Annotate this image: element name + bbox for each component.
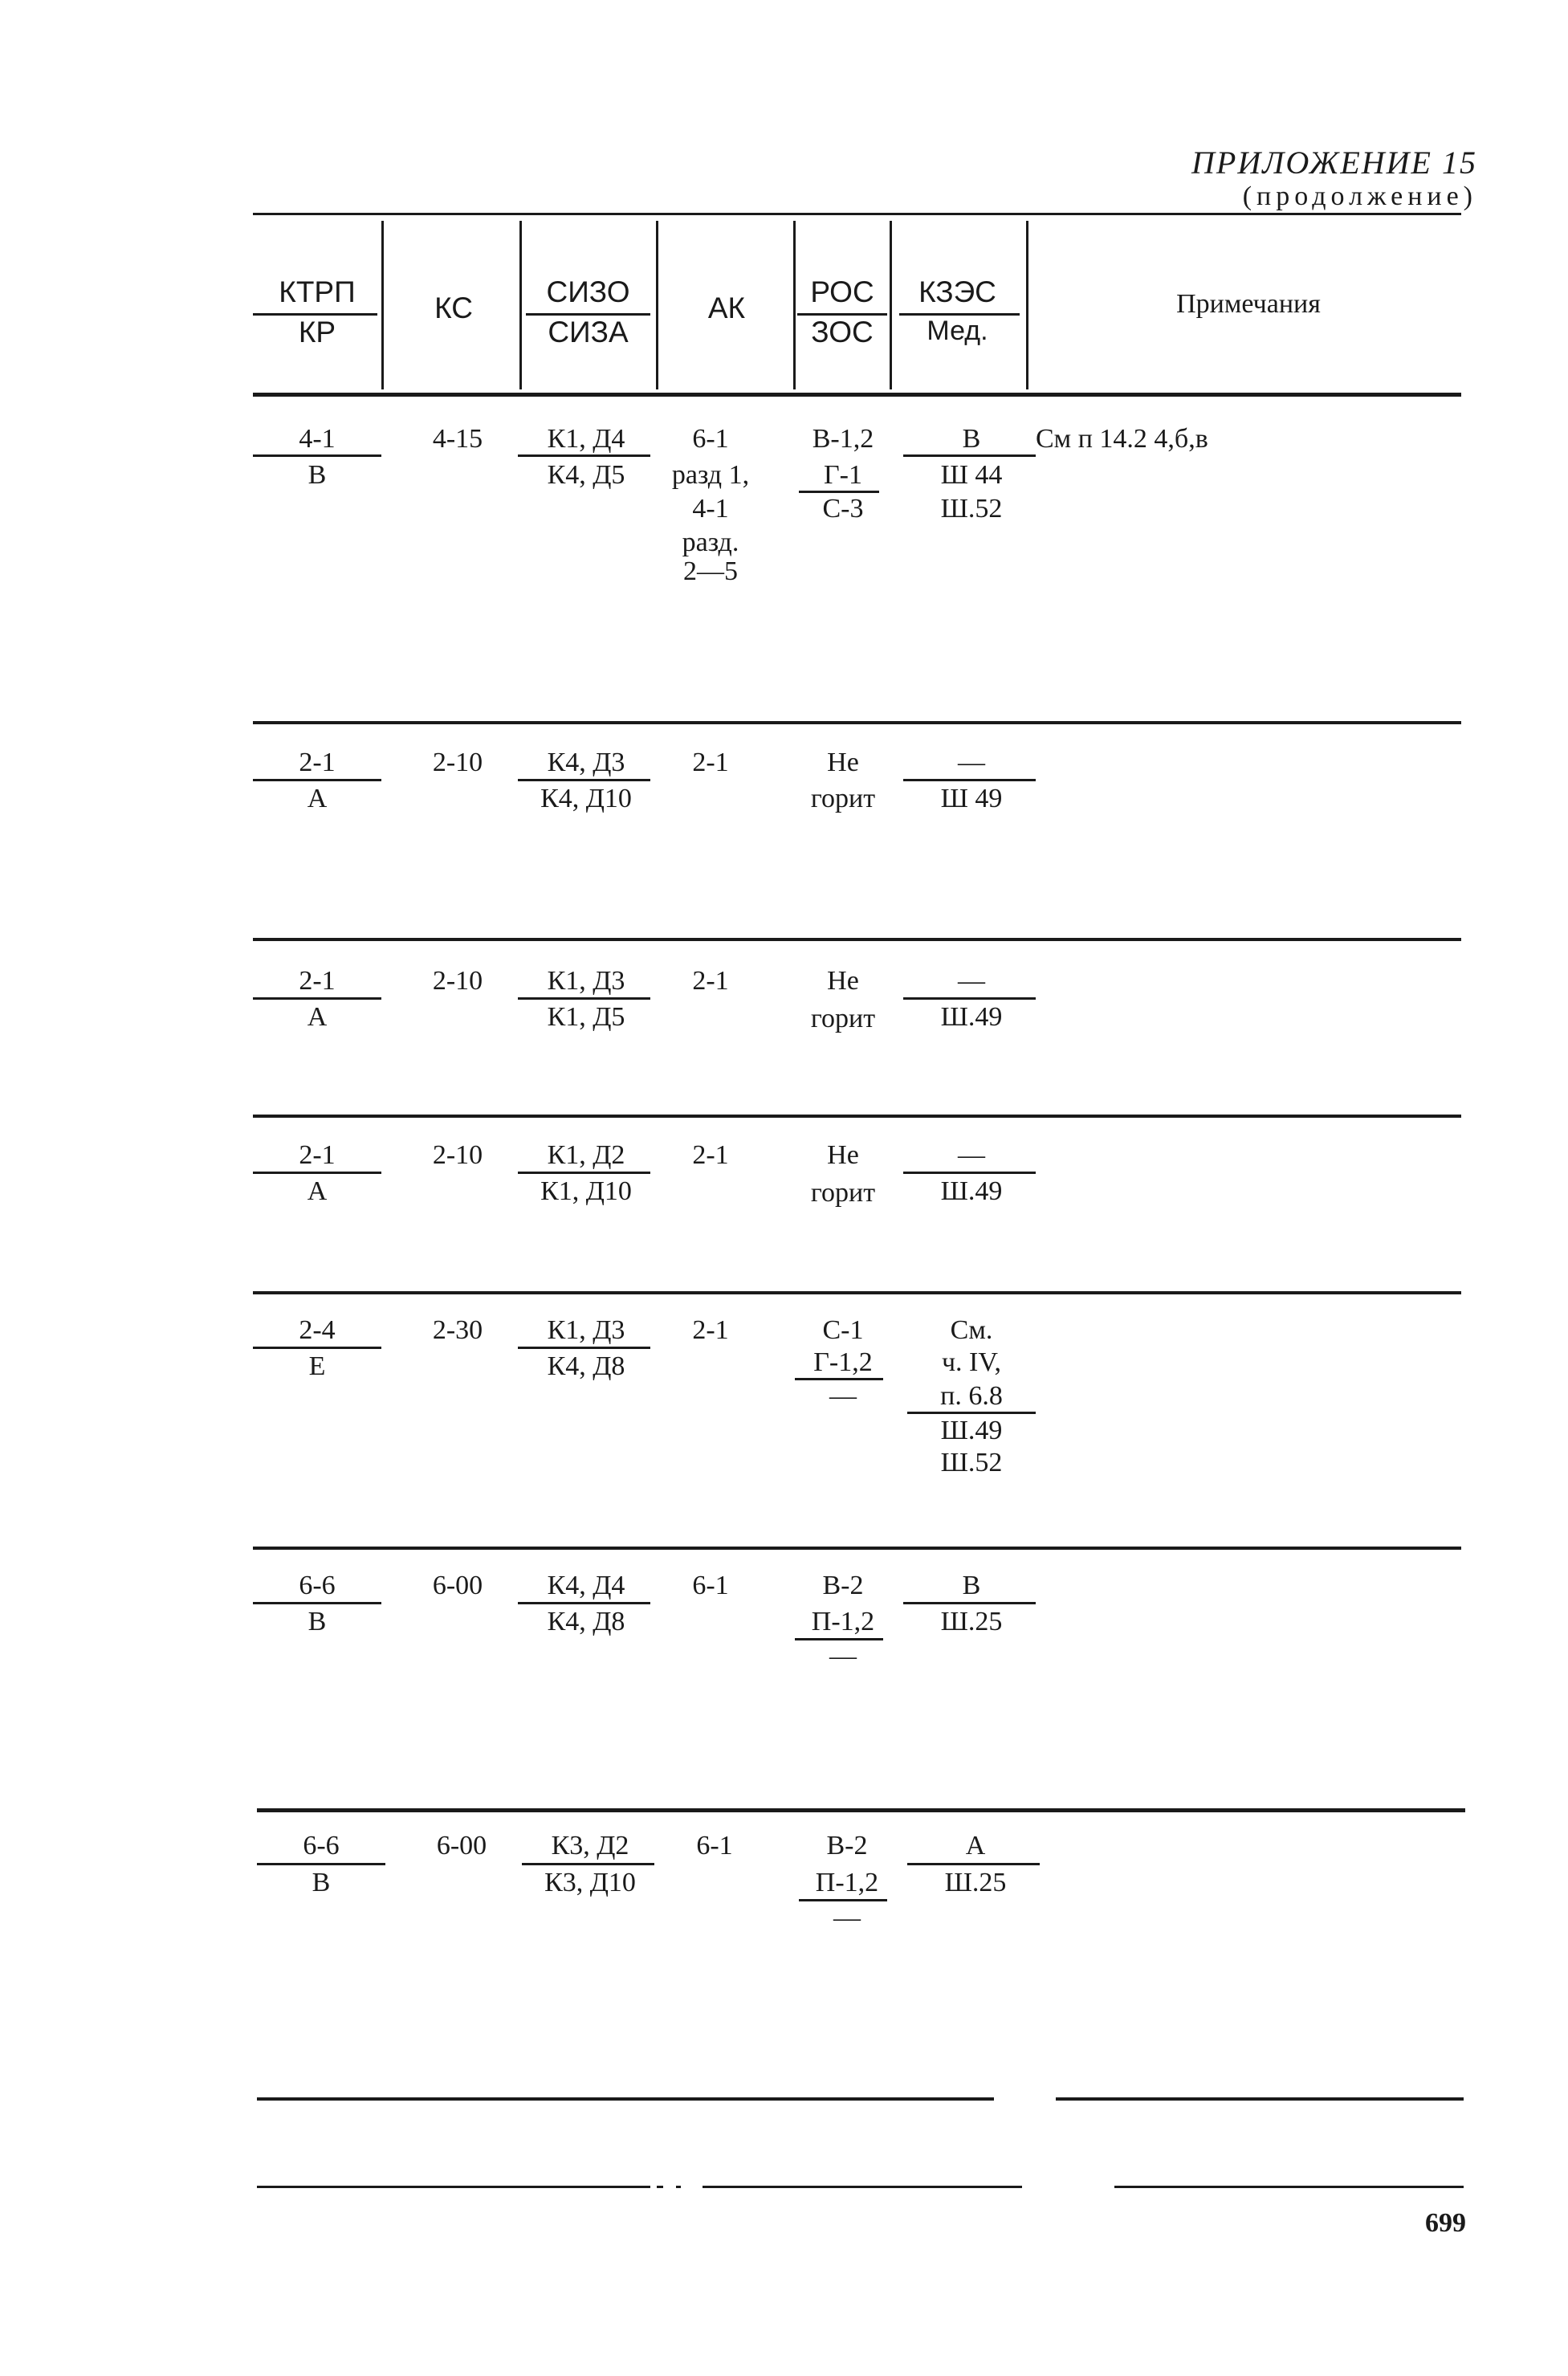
cell-ros: горит xyxy=(810,1178,876,1208)
header-sizo: СИЗО xyxy=(546,275,630,308)
header-separator xyxy=(656,221,658,389)
cell-zos: С-3 xyxy=(822,494,864,524)
fraction-bar xyxy=(907,1863,1040,1865)
header-separator xyxy=(519,221,522,389)
cell-ros: горит xyxy=(810,784,876,813)
cell-kzes: В xyxy=(962,424,981,454)
fraction-bar xyxy=(518,1347,650,1349)
cell-ros: С-1 xyxy=(822,1315,864,1345)
header-top-rule xyxy=(253,213,1461,215)
cell-ak: 2-1 xyxy=(692,966,729,996)
cell-siza: К4, Д5 xyxy=(547,460,625,490)
fraction-bar xyxy=(903,454,1036,457)
cell-ak: разд. xyxy=(682,528,739,557)
cell-ak: 6-1 xyxy=(696,1831,733,1860)
cell-ktrp: 2-1 xyxy=(299,1140,336,1170)
cell-ktrp: 6-6 xyxy=(299,1571,336,1600)
cell-siza: К4, Д8 xyxy=(547,1607,625,1636)
cell-ks: 6-00 xyxy=(436,1831,487,1860)
appendix-title: ПРИЛОЖЕНИЕ 15 xyxy=(1191,145,1477,181)
cell-med: Ш 44 xyxy=(940,460,1003,490)
cell-ks: 6-00 xyxy=(432,1571,483,1600)
cell-siza: К3, Д10 xyxy=(544,1868,636,1897)
header-med: Мед. xyxy=(927,316,988,346)
cell-kzes: А xyxy=(965,1831,986,1860)
header-kr: КР xyxy=(298,316,336,348)
row-separator xyxy=(253,1291,1461,1294)
fraction-bar xyxy=(253,454,381,457)
cell-sizo: К3, Д2 xyxy=(551,1831,629,1860)
cell-siza: К1, Д5 xyxy=(547,1002,625,1032)
cell-ros: горит xyxy=(810,1004,876,1033)
cell-ks: 2-10 xyxy=(432,966,483,996)
bottom-rule xyxy=(257,2097,994,2101)
fraction-bar xyxy=(522,1863,654,1865)
fraction-bar xyxy=(518,1602,650,1604)
fraction-bar xyxy=(903,1172,1036,1174)
header-bottom-rule xyxy=(253,393,1461,397)
header-notes: Примечания xyxy=(1176,289,1321,319)
cell-kzes: См. xyxy=(950,1315,993,1345)
cell-sizo: К4, Д3 xyxy=(547,748,625,777)
bottom-rule xyxy=(257,2186,650,2188)
cell-med: Ш.52 xyxy=(940,1448,1003,1477)
fraction-bar xyxy=(795,1378,883,1380)
header-ros: РОС xyxy=(810,275,874,308)
cell-sizo: К4, Д4 xyxy=(547,1571,625,1600)
cell-ak: 6-1 xyxy=(692,424,729,454)
row-separator xyxy=(253,721,1461,724)
fraction-bar xyxy=(795,1638,883,1640)
header-separator xyxy=(1026,221,1028,389)
cell-ak: 6-1 xyxy=(692,1571,729,1600)
cell-zos: — xyxy=(833,1903,861,1933)
cell-siza: К1, Д10 xyxy=(540,1176,632,1206)
cell-ros: Не xyxy=(827,1140,859,1170)
cell-ak: 2—5 xyxy=(683,556,738,586)
cell-ks: 2-30 xyxy=(432,1315,483,1345)
row-separator xyxy=(257,1808,1465,1812)
cell-kzes: В xyxy=(962,1571,981,1600)
cell-ak: 4-1 xyxy=(692,494,729,524)
cell-ks: 2-10 xyxy=(432,1140,483,1170)
page-number: 699 xyxy=(1425,2208,1466,2238)
fraction-bar xyxy=(907,1412,1036,1414)
cell-ak: разд 1, xyxy=(671,460,750,490)
header-kzes: КЗЭС xyxy=(918,275,996,308)
appendix-subtitle: (продолжение) xyxy=(1242,181,1477,211)
fraction-bar xyxy=(518,779,650,781)
cell-ak: 2-1 xyxy=(692,1140,729,1170)
bottom-rule xyxy=(703,2186,1022,2188)
cell-kzes-detail: ч. IV, xyxy=(941,1347,1002,1377)
bottom-rule xyxy=(1114,2186,1464,2188)
fraction-bar xyxy=(518,997,650,1000)
fraction-bar xyxy=(903,997,1036,1000)
cell-kr: А xyxy=(307,784,328,813)
bottom-rule xyxy=(657,2186,663,2188)
fraction-bar xyxy=(253,1347,381,1349)
fraction-bar xyxy=(799,1899,887,1901)
row-separator xyxy=(253,1115,1461,1118)
bottom-rule xyxy=(676,2186,681,2188)
cell-med: Ш.52 xyxy=(940,494,1003,524)
header-siza: СИЗА xyxy=(548,316,629,348)
header-separator xyxy=(793,221,796,389)
cell-ks: 2-10 xyxy=(432,748,483,777)
cell-ros: В-2 xyxy=(826,1831,868,1860)
cell-ktrp: 2-4 xyxy=(299,1315,336,1345)
cell-ros: Не xyxy=(827,748,859,777)
cell-kzes: — xyxy=(958,1140,985,1170)
cell-med: Ш.25 xyxy=(944,1868,1007,1897)
cell-sizo: К1, Д4 xyxy=(547,424,625,454)
header-ktrp: КТРП xyxy=(279,275,356,308)
fraction-bar xyxy=(903,1602,1036,1604)
cell-kr: В xyxy=(307,1607,327,1636)
cell-kzes: — xyxy=(958,748,985,777)
header-separator xyxy=(890,221,892,389)
cell-med: Ш.49 xyxy=(940,1416,1003,1445)
fraction-bar xyxy=(903,779,1036,781)
header-ak: АК xyxy=(707,291,746,324)
cell-zos: — xyxy=(829,1641,857,1671)
cell-sizo: К1, Д3 xyxy=(547,1315,625,1345)
fraction-bar xyxy=(799,491,879,493)
cell-med: Ш.49 xyxy=(940,1176,1003,1206)
header-separator xyxy=(381,221,384,389)
row-separator xyxy=(253,938,1461,941)
fraction-bar xyxy=(257,1863,385,1865)
cell-ktrp: 2-1 xyxy=(299,966,336,996)
header-ks: КС xyxy=(434,291,473,324)
cell-med: Ш.49 xyxy=(940,1002,1003,1032)
row-separator xyxy=(253,1547,1461,1550)
cell-ros: Г-1 xyxy=(824,460,862,490)
cell-ros: В-1,2 xyxy=(812,424,874,454)
cell-kzes-detail: п. 6.8 xyxy=(940,1381,1003,1411)
cell-ros: Г-1,2 xyxy=(813,1347,873,1377)
cell-sizo: К1, Д2 xyxy=(547,1140,625,1170)
cell-siza: К4, Д8 xyxy=(547,1351,625,1381)
cell-sizo: К1, Д3 xyxy=(547,966,625,996)
fraction-bar xyxy=(253,779,381,781)
cell-kr: А xyxy=(307,1176,328,1206)
cell-note: См п 14.2 4,б,в xyxy=(1036,424,1208,454)
cell-med: Ш 49 xyxy=(940,784,1003,813)
fraction-bar xyxy=(253,997,381,1000)
header-zos: ЗОС xyxy=(811,316,874,348)
cell-ak: 2-1 xyxy=(692,748,729,777)
cell-ktrp: 6-6 xyxy=(303,1831,340,1860)
fraction-bar xyxy=(253,1172,381,1174)
cell-kr: Е xyxy=(308,1351,326,1381)
cell-kr: В xyxy=(307,460,327,490)
cell-ktrp: 2-1 xyxy=(299,748,336,777)
cell-kr: В xyxy=(312,1868,331,1897)
fraction-bar xyxy=(253,1602,381,1604)
cell-ros: П-1,2 xyxy=(811,1607,875,1636)
cell-med: Ш.25 xyxy=(940,1607,1003,1636)
cell-ros: П-1,2 xyxy=(815,1868,879,1897)
cell-siza: К4, Д10 xyxy=(540,784,632,813)
cell-ks: 4-15 xyxy=(432,424,483,454)
cell-kr: А xyxy=(307,1002,328,1032)
fraction-bar xyxy=(518,454,650,457)
bottom-rule xyxy=(1056,2097,1464,2101)
cell-ak: 2-1 xyxy=(692,1315,729,1345)
cell-ros: В-2 xyxy=(822,1571,864,1600)
fraction-bar xyxy=(518,1172,650,1174)
cell-zos: — xyxy=(829,1381,857,1411)
cell-ktrp: 4-1 xyxy=(299,424,336,454)
cell-kzes: — xyxy=(958,966,985,996)
cell-ros: Не xyxy=(827,966,859,996)
